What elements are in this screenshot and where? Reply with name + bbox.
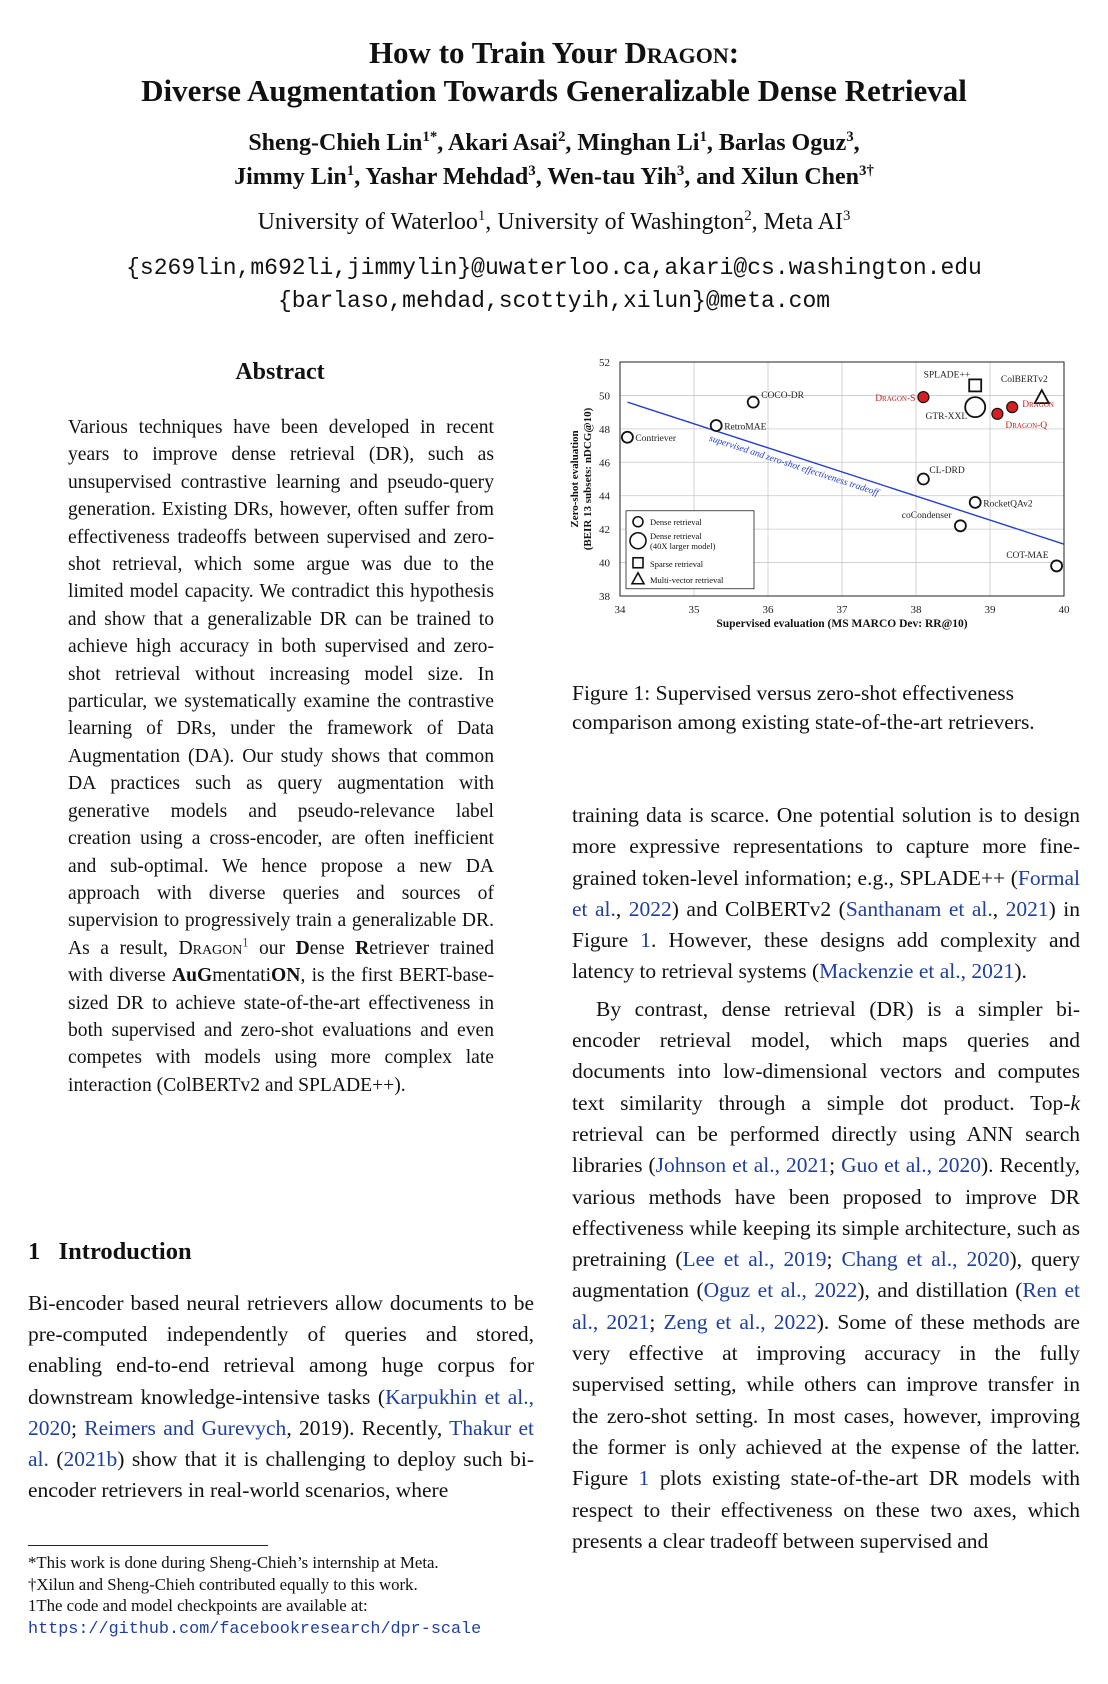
author-emails <box>0 252 1108 318</box>
legend-label-dense-large: Dense retrieval <box>650 530 702 541</box>
title-line-2: Diverse Augmentation Towards Generalizable Dense Retrieval <box>141 73 967 108</box>
y-tick-label: 38 <box>599 591 610 603</box>
point-dragon <box>1007 402 1018 413</box>
citation-link[interactable]: Johnson et al., 2021 <box>655 1153 830 1178</box>
intro-right-column <box>572 800 1080 1557</box>
y-tick-label: 48 <box>599 423 610 436</box>
y-tick-label: 40 <box>599 557 610 570</box>
section-heading-introduction: 1 Introduction <box>28 1238 192 1265</box>
code-url-link[interactable]: https://github.com/facebookresearch/dpr-scale <box>28 1619 482 1639</box>
authors-line-2: Jimmy Lin$^1$, Yashar Mehdad$^3$, Wen-tau Yih$^3$, and Xilun Chen$^{3\dagger}$ <box>234 163 874 190</box>
x-tick-label: 39 <box>984 604 996 616</box>
figure-ref-link[interactable]: 1 <box>640 928 652 953</box>
figure-1-chart <box>568 352 1080 664</box>
citation-link[interactable]: 2021b <box>63 1447 118 1472</box>
point-dragon-s-label: Dragon-S <box>875 394 916 405</box>
footnote-divider <box>28 1545 268 1546</box>
emails-line-1: {s269lin,m692li,jimmylin}@uwaterloo.ca,akari@cs.washington.edu <box>126 255 982 281</box>
citation-link[interactable]: 2021 <box>1005 896 1049 921</box>
intro-right-paragraph-1: training data is scarce. One potential solution is to design more expressive representations to capture more fine-grained token-level information; e.g., SPLADE++ (Formal et al., 2022) and ColBERTv2 (Santhanam et al., 2021) in Figure 1. However, these designs add complexity and latency to retrieval systems (Mackenzie et al., 2021). <box>572 803 1080 984</box>
x-tick-label: 36 <box>762 604 774 616</box>
point-contriever <box>622 432 633 443</box>
point-cocondenser-label: coCondenser <box>901 510 952 521</box>
emails-line-2: {barlaso,mehdad,scottyih,xilun}@meta.com <box>277 288 831 314</box>
point-cot-mae <box>1051 560 1062 571</box>
title-line-1: How to Train Your Dragon: <box>368 35 740 70</box>
footnote-star: *This work is done during Sheng-Chieh’s internship at Meta. <box>28 1553 439 1572</box>
abstract-body: Various techniques have been developed in recent years to improve dense retrieval (DR), such as unsupervised contrastive learning and pseudo-query generation. Existing DRs, however, often suffer from effectiveness tradeoffs between supervised and zero-shot retrieval, which some argue was due to the limited model capacity. We contradict this hypothesis and show that a generalizable DR can be trained to achieve high accuracy in both supervised and zero-shot retrieval without increasing model size. In particular, we systematically examine the contrastive learning of DRs, under the framework of Data Augmentation (DA). Our study shows that common DA practices such as query augmentation with generative models and pseudo-relevance label creation using a cross-encoder, are often inefficient and sub-optimal. We hence propose a new DA approach with diverse queries and sources of supervision to progressively train a generalizable DR. As a result, Dragon$^1$ our Dense Retriever trained with diverse AuGmentatiON, is the first BERT-base-sized DR to achieve state-of-the-art effectiveness in both supervised and zero-shot evaluations and even competes with models using more complex late interaction (ColBERTv2 and SPLADE++). <box>68 417 495 1096</box>
point-cl-drd-label: CL-DRD <box>929 466 965 476</box>
footnote-one: 1The code and model checkpoints are available at: https://github.com/facebookresearch/dpr-scale <box>28 1596 482 1639</box>
y-axis-label-units: (BEIR 13 subsets: nDCG@10) <box>582 407 594 551</box>
point-contriever-label: Contriever <box>635 434 677 445</box>
y-tick-label: 46 <box>599 457 610 470</box>
citation-link[interactable]: Karpukhin et al., 2020 <box>28 1384 534 1440</box>
citation-link[interactable]: 2022 <box>628 896 672 921</box>
citation-link[interactable]: Reimers and Gurevych <box>84 1415 287 1440</box>
legend-marker-dense <box>633 517 643 527</box>
legend-label-sparse: Sparse retrieval <box>650 558 704 569</box>
x-tick-label: 38 <box>910 604 922 616</box>
point-cl-drd <box>918 474 929 485</box>
point-coco-dr <box>748 397 759 408</box>
footnote-dagger: †Xilun and Sheng-Chieh contributed equally to this work. <box>28 1574 418 1594</box>
y-tick-label: 50 <box>599 390 610 403</box>
point-rocketqav2-label: RocketQAv2 <box>983 499 1033 510</box>
point-dragon-q <box>992 408 1003 419</box>
citation-link[interactable]: Ren et al., 2021 <box>572 1278 1081 1334</box>
citation-link[interactable]: Lee et al., 2019 <box>682 1247 827 1272</box>
citation-link[interactable]: Formal et al. <box>572 865 1080 921</box>
legend-marker-dense-large <box>630 533 646 549</box>
y-tick-label: 42 <box>599 524 610 537</box>
legend-label-dense: Dense retrieval <box>650 516 702 527</box>
legend-label-dense-large-2: (40X larger model) <box>650 540 716 551</box>
tradeoff-label: supervised and zero-shot effectiveness tradeoff <box>707 433 880 499</box>
figure-1-caption: Figure 1: Supervised versus zero-shot effectiveness comparison among existing state-of-the-art retrievers. <box>572 681 1035 734</box>
legend-label-multi-vector: Multi-vector retrieval <box>650 574 724 585</box>
citation-link[interactable]: Thakur et al. <box>28 1415 534 1472</box>
point-rocketqav2 <box>970 497 981 508</box>
x-tick-label: 35 <box>688 604 700 616</box>
x-tick-label: 40 <box>1058 604 1070 616</box>
point-gtr-xxl-label: GTR-XXL <box>925 412 968 423</box>
authors <box>0 126 1108 194</box>
footnotes <box>28 1552 548 1640</box>
point-splade- <box>969 379 981 391</box>
x-tick-label: 34 <box>614 604 626 616</box>
citation-link[interactable]: Mackenzie et al., 2021 <box>819 959 1015 984</box>
intro-left-paragraph: Bi-encoder based neural retrievers allow documents to be pre-computed independently of queries and stored, enabling end-to-end retrieval among huge corpus for downstream knowledge-intensive tasks (Karpukhin et al., 2020; Reimers and Gurevych, 2019). Recently, Thakur et al. (2021b) show that it is challenging to deploy such bi-encoder retrievers in real-world scenarios, where <box>28 1291 534 1503</box>
point-retromae <box>711 420 722 431</box>
point-coco-dr-label: COCO-DR <box>761 391 804 402</box>
citation-link[interactable]: Zeng et al., 2022 <box>663 1309 817 1334</box>
point-splade--label: SPLADE++ <box>923 370 971 381</box>
point-retromae-label: RetroMAE <box>724 422 767 433</box>
point-dragon-label: Dragon <box>1022 400 1054 411</box>
citation-link[interactable]: Oguz et al., 2022 <box>703 1278 858 1303</box>
citation-link[interactable]: Santhanam et al. <box>845 896 993 921</box>
paper-title <box>0 34 1108 110</box>
intro-right-paragraph-2: By contrast, dense retrieval (DR) is a simpler bi-encoder retrieval model, which maps queries and documents into low-dimensional vectors and computes text similarity through a simple dot product. Top-k retrieval can be performed directly using ANN search libraries (Johnson et al., 2021; Guo et al., 2020). Recently, various methods have been proposed to improve DR effectiveness while keeping its simple architecture, such as pretraining (Lee et al., 2019; Chang et al., 2020), query augmentation (Oguz et al., 2022), and distillation (Ren et al., 2021; Zeng et al., 2022). Some of these methods are very effective at improving accuracy in the fully supervised setting, while others can improve transfer in the zero-shot setting. In most cases, however, improving the former is only achieved at the expense of the latter. Figure 1 plots existing state-of-the-art DR models with respect to their effectiveness on these two axes, which presents a clear tradeoff between supervised and <box>572 996 1081 1553</box>
y-axis-label: Zero-shot evaluation <box>569 430 581 528</box>
point-colbertv2-label: ColBERTv2 <box>1000 375 1048 386</box>
x-axis-label: Supervised evaluation (MS MARCO Dev: RR@10) <box>716 618 968 630</box>
legend-marker-sparse <box>633 558 643 568</box>
scatter-plot <box>568 352 1080 664</box>
citation-link[interactable]: Chang et al., 2020 <box>841 1247 1010 1272</box>
citation-link[interactable]: Guo et al., 2020 <box>841 1153 982 1178</box>
abstract-heading: Abstract <box>235 359 325 385</box>
figure-ref-link[interactable]: 1 <box>638 1466 650 1491</box>
point-dragon-q-label: Dragon-Q <box>1005 420 1048 431</box>
y-tick-label: 52 <box>599 357 610 369</box>
x-tick-label: 37 <box>836 604 848 616</box>
point-dragon-s <box>918 392 929 403</box>
footnote-1-link[interactable]: 1 <box>242 935 249 950</box>
y-tick-label: 44 <box>599 490 610 503</box>
affiliations: University of Waterloo$^1$, University of Washington$^2$, Meta $AI^3$ <box>257 208 851 235</box>
point-cocondenser <box>955 520 966 531</box>
point-cot-mae-label: COT-MAE <box>1006 550 1049 561</box>
authors-line-1: Sheng-Chieh Lin$^{1*}$, Akari Asai$^2$, Minghan Li$^1$, Barlas Oguz$^3$, <box>248 129 860 156</box>
point-gtr-xxl <box>965 397 985 417</box>
